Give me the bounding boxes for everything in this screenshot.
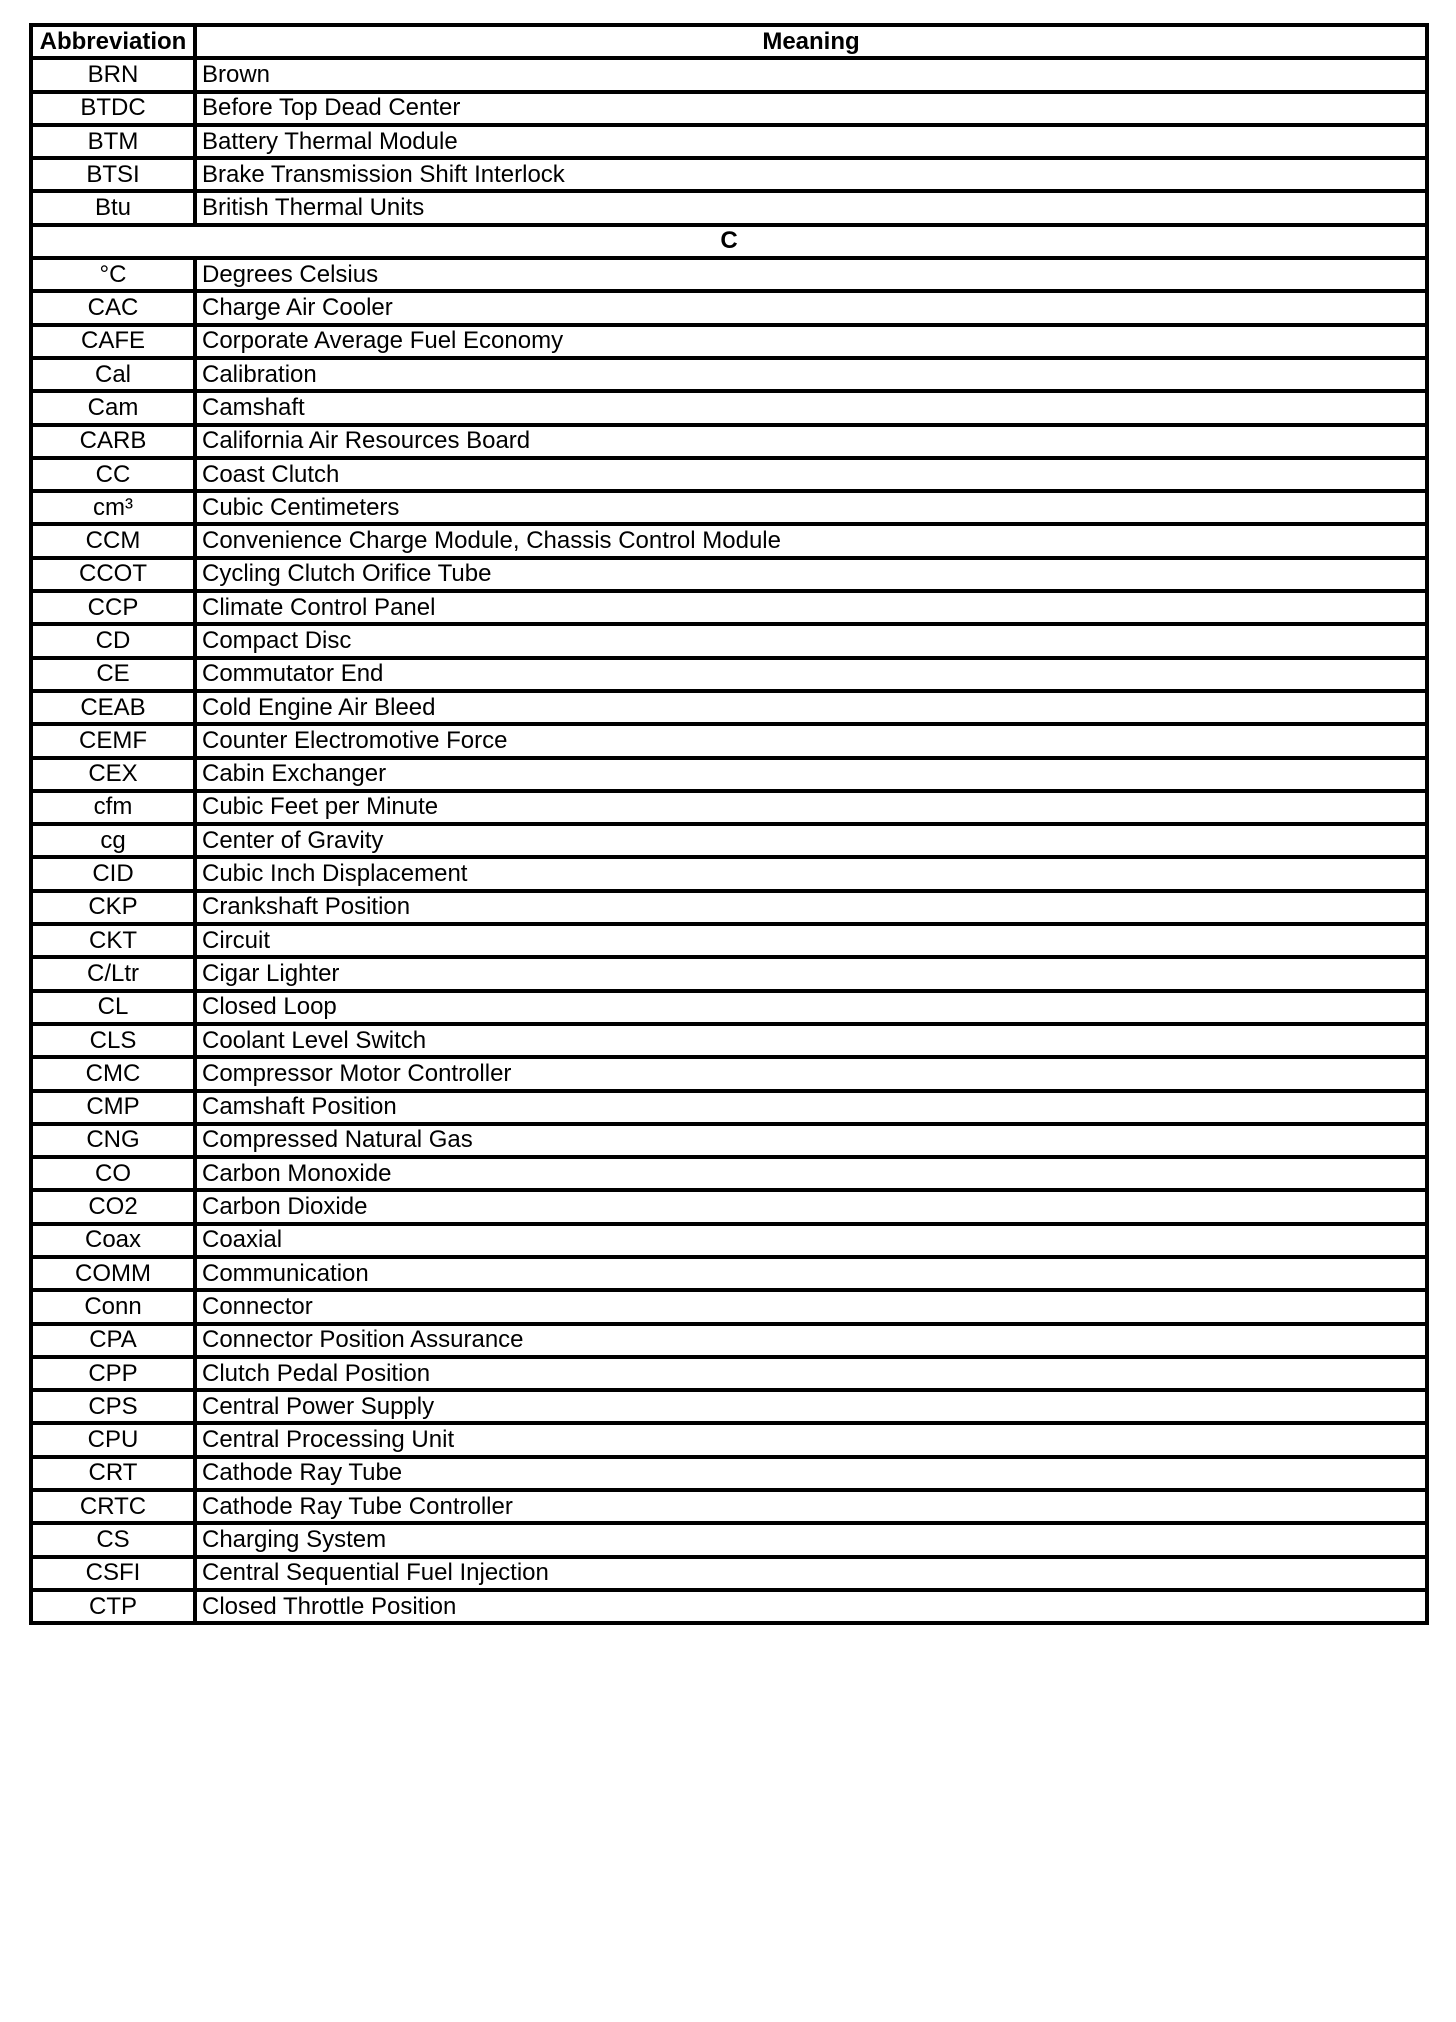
table-row (31, 291, 1427, 324)
table-row (31, 1124, 1427, 1157)
abbreviation-cell: Cal (31, 358, 195, 391)
abbreviation-cell: CRTC (31, 1490, 195, 1523)
table-body (31, 58, 1427, 1623)
meaning-cell: Closed Loop (195, 991, 1427, 1024)
table-row (31, 691, 1427, 724)
table-row (31, 325, 1427, 358)
meaning-cell: Central Sequential Fuel Injection (195, 1557, 1427, 1590)
abbreviation-cell: CRT (31, 1457, 195, 1490)
abbreviation-cell: BTDC (31, 92, 195, 125)
meaning-cell: Convenience Charge Module, Chassis Control Module (195, 524, 1427, 557)
meaning-cell: Closed Throttle Position (195, 1590, 1427, 1623)
meaning-cell: California Air Resources Board (195, 425, 1427, 458)
abbreviation-cell: CSFI (31, 1557, 195, 1590)
meaning-cell: Counter Electromotive Force (195, 724, 1427, 757)
meaning-cell: Central Processing Unit (195, 1423, 1427, 1456)
meaning-cell: British Thermal Units (195, 191, 1427, 224)
abbreviation-cell: cm³ (31, 491, 195, 524)
abbreviation-cell: CS (31, 1523, 195, 1556)
abbreviation-cell: CPU (31, 1423, 195, 1456)
table-row (31, 391, 1427, 424)
table-row (31, 1257, 1427, 1290)
abbreviation-cell: CLS (31, 1024, 195, 1057)
table-row (31, 1024, 1427, 1057)
meaning-cell: Coolant Level Switch (195, 1024, 1427, 1057)
abbreviation-cell: CARB (31, 425, 195, 458)
abbreviation-cell: CID (31, 857, 195, 890)
meaning-cell: Battery Thermal Module (195, 125, 1427, 158)
abbreviation-cell: CPP (31, 1357, 195, 1390)
table-row (31, 558, 1427, 591)
table-row (31, 358, 1427, 391)
table-row (31, 491, 1427, 524)
table-row (31, 1557, 1427, 1590)
table-row (31, 857, 1427, 890)
table-row (31, 1091, 1427, 1124)
abbreviation-cell: CEAB (31, 691, 195, 724)
abbreviation-cell: CCOT (31, 558, 195, 591)
table-row (31, 1523, 1427, 1556)
meaning-cell: Commutator End (195, 658, 1427, 691)
meaning-cell: Compressed Natural Gas (195, 1124, 1427, 1157)
meaning-cell: Central Power Supply (195, 1390, 1427, 1423)
meaning-cell: Carbon Monoxide (195, 1157, 1427, 1190)
meaning-cell: Cathode Ray Tube Controller (195, 1490, 1427, 1523)
table-row (31, 125, 1427, 158)
meaning-cell: Climate Control Panel (195, 591, 1427, 624)
table-row (31, 1224, 1427, 1257)
abbreviation-cell: CO2 (31, 1190, 195, 1223)
section-letter: C (31, 225, 1427, 258)
table-row (31, 92, 1427, 125)
abbreviation-cell: Coax (31, 1224, 195, 1257)
abbreviation-cell: COMM (31, 1257, 195, 1290)
meaning-cell: Clutch Pedal Position (195, 1357, 1427, 1390)
table-row (31, 1324, 1427, 1357)
meaning-cell: Cathode Ray Tube (195, 1457, 1427, 1490)
table-row (31, 1590, 1427, 1623)
meaning-cell: Circuit (195, 924, 1427, 957)
abbreviation-cell: CL (31, 991, 195, 1024)
abbreviation-cell: cfm (31, 791, 195, 824)
abbreviation-cell: CEX (31, 758, 195, 791)
abbreviation-cell: Btu (31, 191, 195, 224)
meaning-cell: Cold Engine Air Bleed (195, 691, 1427, 724)
meaning-cell: Coast Clutch (195, 458, 1427, 491)
meaning-cell: Charge Air Cooler (195, 291, 1427, 324)
table-row (31, 758, 1427, 791)
meaning-cell: Camshaft Position (195, 1091, 1427, 1124)
section-row (31, 225, 1427, 258)
meaning-cell: Carbon Dioxide (195, 1190, 1427, 1223)
table-row (31, 1457, 1427, 1490)
meaning-cell: Calibration (195, 358, 1427, 391)
meaning-cell: Compact Disc (195, 624, 1427, 657)
table-row (31, 1423, 1427, 1456)
table-row (31, 1290, 1427, 1323)
header-meaning: Meaning (195, 25, 1427, 58)
meaning-cell: Cubic Feet per Minute (195, 791, 1427, 824)
meaning-cell: Cycling Clutch Orifice Tube (195, 558, 1427, 591)
abbreviation-cell: CKP (31, 891, 195, 924)
abbreviation-cell: CC (31, 458, 195, 491)
abbreviation-cell: CNG (31, 1124, 195, 1157)
meaning-cell: Corporate Average Fuel Economy (195, 325, 1427, 358)
abbreviation-cell: Cam (31, 391, 195, 424)
abbreviation-cell: CE (31, 658, 195, 691)
table-row (31, 991, 1427, 1024)
table-row (31, 957, 1427, 990)
meaning-cell: Connector Position Assurance (195, 1324, 1427, 1357)
table-row (31, 591, 1427, 624)
abbreviation-cell: CD (31, 624, 195, 657)
meaning-cell: Cigar Lighter (195, 957, 1427, 990)
meaning-cell: Cubic Centimeters (195, 491, 1427, 524)
abbreviation-cell: CO (31, 1157, 195, 1190)
meaning-cell: Brown (195, 58, 1427, 91)
meaning-cell: Crankshaft Position (195, 891, 1427, 924)
meaning-cell: Communication (195, 1257, 1427, 1290)
abbreviation-cell: CAFE (31, 325, 195, 358)
meaning-cell: Camshaft (195, 391, 1427, 424)
meaning-cell: Before Top Dead Center (195, 92, 1427, 125)
meaning-cell: Connector (195, 1290, 1427, 1323)
table-row (31, 791, 1427, 824)
abbreviation-cell: CCM (31, 524, 195, 557)
abbreviation-cell: C/Ltr (31, 957, 195, 990)
table-row (31, 1490, 1427, 1523)
table-row (31, 1190, 1427, 1223)
abbreviation-cell: cg (31, 824, 195, 857)
header-row (31, 25, 1427, 58)
abbreviation-cell: BTM (31, 125, 195, 158)
table-row (31, 458, 1427, 491)
abbreviation-cell: CMC (31, 1057, 195, 1090)
table-row (31, 824, 1427, 857)
table-row (31, 1057, 1427, 1090)
header-abbreviation: Abbreviation (31, 25, 195, 58)
abbreviation-cell: BTSI (31, 158, 195, 191)
abbreviation-cell: CEMF (31, 724, 195, 757)
abbreviation-cell: °C (31, 258, 195, 291)
meaning-cell: Charging System (195, 1523, 1427, 1556)
table-row (31, 58, 1427, 91)
table-row (31, 1390, 1427, 1423)
abbreviation-cell: BRN (31, 58, 195, 91)
meaning-cell: Compressor Motor Controller (195, 1057, 1427, 1090)
meaning-cell: Coaxial (195, 1224, 1427, 1257)
table-row (31, 724, 1427, 757)
table-row (31, 924, 1427, 957)
abbreviation-cell: CAC (31, 291, 195, 324)
table-row (31, 1357, 1427, 1390)
table-row (31, 624, 1427, 657)
meaning-cell: Degrees Celsius (195, 258, 1427, 291)
table-row (31, 191, 1427, 224)
table-row (31, 658, 1427, 691)
abbreviation-cell: CTP (31, 1590, 195, 1623)
table-row (31, 258, 1427, 291)
abbreviation-cell: CPS (31, 1390, 195, 1423)
abbreviation-cell: CCP (31, 591, 195, 624)
meaning-cell: Cubic Inch Displacement (195, 857, 1427, 890)
abbreviation-cell: CMP (31, 1091, 195, 1124)
table-row (31, 1157, 1427, 1190)
table-row (31, 891, 1427, 924)
meaning-cell: Center of Gravity (195, 824, 1427, 857)
abbreviation-cell: CPA (31, 1324, 195, 1357)
abbreviation-cell: CKT (31, 924, 195, 957)
table-row (31, 524, 1427, 557)
abbreviation-table (29, 23, 1429, 1625)
table-row (31, 158, 1427, 191)
meaning-cell: Brake Transmission Shift Interlock (195, 158, 1427, 191)
abbreviation-cell: Conn (31, 1290, 195, 1323)
table-row (31, 425, 1427, 458)
meaning-cell: Cabin Exchanger (195, 758, 1427, 791)
